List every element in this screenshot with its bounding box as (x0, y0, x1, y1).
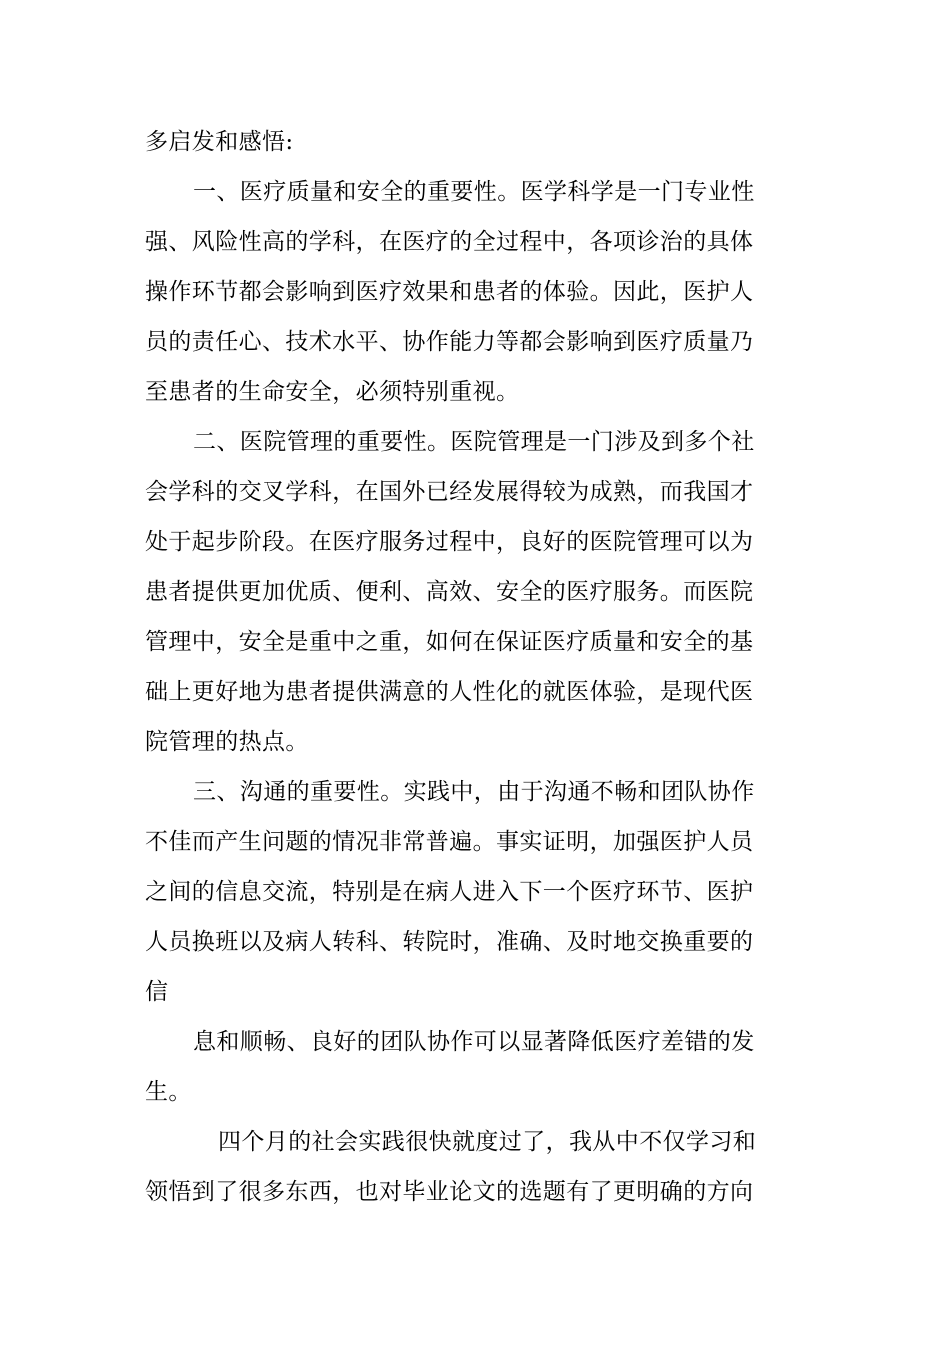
text-line: 管理中，安全是重中之重，如何在保证医疗质量和安全的基 (145, 629, 754, 655)
text-line: 强、风险性高的学科，在医疗的全过程中，各项诊治的具体 (145, 229, 754, 255)
text-line: 信 (145, 979, 169, 1005)
text-line: 人员换班以及病人转科、转院时，准确、及时地交换重要的 (145, 929, 754, 955)
text-line: 一、医疗质量和安全的重要性。医学科学是一门专业性 (193, 179, 755, 205)
text-line: 生。 (145, 1079, 192, 1105)
text-line: 处于起步阶段。在医疗服务过程中，良好的医院管理可以为 (145, 529, 754, 555)
text-line: 三、沟通的重要性。实践中，由于沟通不畅和团队协作 (193, 779, 755, 805)
text-line: 不佳而产生问题的情况非常普遍。事实证明，加强医护人员 (145, 829, 754, 855)
text-line: 操作环节都会影响到医疗效果和患者的体验。因此，医护人 (145, 279, 754, 305)
text-line: 员的责任心、技术水平、协作能力等都会影响到医疗质量乃 (145, 329, 754, 355)
text-line: 四个月的社会实践很快就度过了，我从中不仅学习和 (218, 1129, 757, 1155)
text-line: 至患者的生命安全，必须特别重视。 (145, 379, 520, 405)
text-line: 之间的信息交流，特别是在病人进入下一个医疗环节、医护 (145, 879, 754, 905)
text-line: 础上更好地为患者提供满意的人性化的就医体验，是现代医 (145, 679, 754, 705)
text-line: 多启发和感悟: (145, 129, 294, 155)
text-line: 息和顺畅、良好的团队协作可以显著降低医疗差错的发 (193, 1029, 755, 1055)
text-line: 患者提供更加优质、便利、高效、安全的医疗服务。而医院 (145, 579, 754, 605)
text-line: 会学科的交叉学科，在国外已经发展得较为成熟，而我国才 (145, 479, 754, 505)
text-line: 二、医院管理的重要性。医院管理是一门涉及到多个社 (193, 429, 755, 455)
text-line: 领悟到了很多东西，也对毕业论文的选题有了更明确的方向 (145, 1179, 754, 1205)
text-line: 院管理的热点。 (145, 729, 309, 755)
